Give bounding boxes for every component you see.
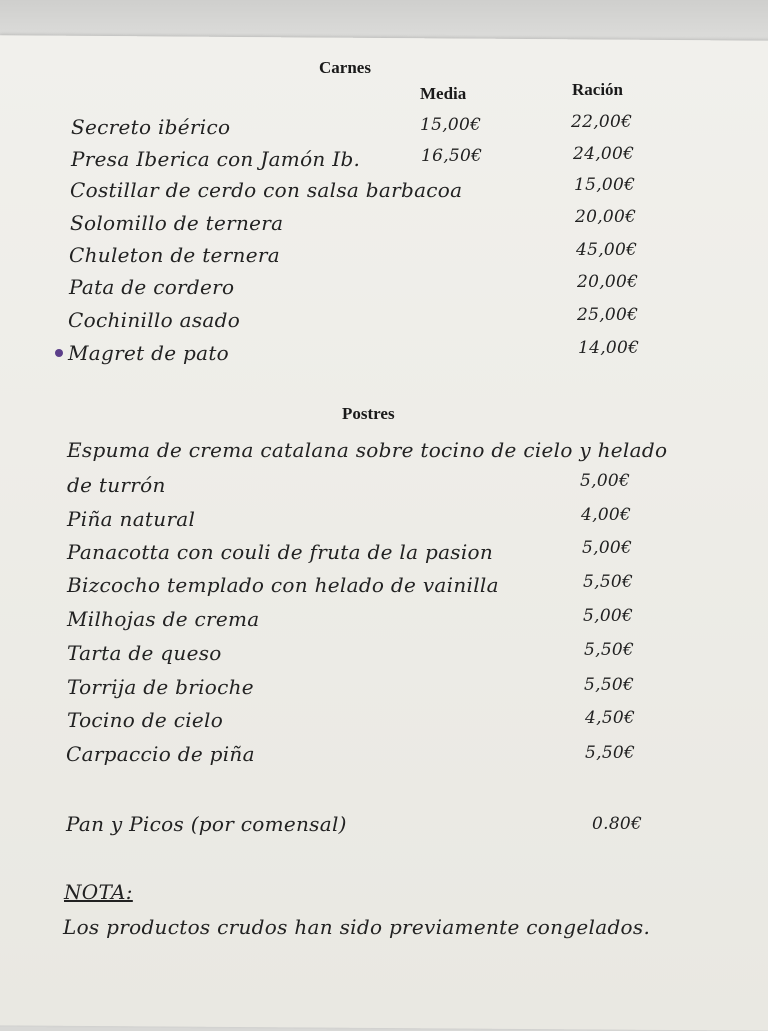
pan-y-picos-item: Pan y Picos (por comensal) (66, 812, 347, 836)
price: 5,00€ (583, 606, 634, 626)
price: 5,00€ (582, 538, 633, 558)
price: 5,50€ (584, 675, 635, 695)
list-item: Tarta de queso (67, 641, 222, 665)
list-item: Presa Iberica con Jamón Ib. (71, 147, 361, 171)
list-item: Carpaccio de piña (66, 742, 255, 766)
price-racion: 22,00€ (571, 112, 633, 132)
list-item: Solomillo de ternera (70, 211, 284, 235)
price-racion: 20,00€ (577, 272, 639, 292)
price-racion: 25,00€ (577, 305, 639, 325)
list-item: Espuma de crema catalana sobre tocino de cielo y helado (67, 438, 668, 462)
list-item: Costillar de cerdo con salsa barbacoa (70, 178, 463, 202)
price: 4,00€ (581, 505, 632, 525)
price-racion: 45,00€ (576, 240, 638, 260)
list-item: de turrón (67, 473, 166, 497)
list-item: Bizcocho templado con helado de vainilla (67, 573, 499, 597)
section-title-carnes: Carnes (319, 58, 371, 77)
price-media: 16,50€ (421, 146, 483, 166)
section-title-postres: Postres (342, 404, 395, 423)
list-item: Panacotta con couli de fruta de la pasion (67, 540, 494, 564)
column-header-media: Media (420, 84, 467, 103)
list-item: Cochinillo asado (68, 308, 241, 332)
price-racion: 24,00€ (573, 144, 635, 164)
column-header-racion: Ración (572, 80, 623, 99)
price-racion: 15,00€ (574, 175, 636, 195)
ink-dot (55, 349, 63, 357)
note-text: Los productos crudos han sido previamente congelados. (63, 915, 651, 939)
price-racion: 20,00€ (575, 207, 637, 227)
background-strip (0, 0, 768, 40)
list-item: Secreto ibérico (71, 115, 231, 139)
note-label: NOTA: (64, 880, 133, 904)
list-item: Piña natural (67, 507, 196, 531)
price: 5,50€ (585, 743, 636, 763)
list-item: Pata de cordero (69, 275, 235, 299)
price: 5,00€ (580, 471, 631, 491)
list-item: Chuleton de ternera (69, 243, 280, 267)
price: 5,50€ (584, 640, 635, 660)
list-item: Magret de pato (68, 341, 229, 365)
price: 5,50€ (583, 572, 634, 592)
list-item: Torrija de brioche (67, 675, 254, 699)
price-media: 15,00€ (420, 115, 482, 135)
pan-y-picos-price: 0.80€ (592, 814, 643, 834)
list-item: Tocino de cielo (67, 708, 224, 732)
price-racion: 14,00€ (578, 338, 640, 358)
price: 4,50€ (585, 708, 636, 728)
list-item: Milhojas de crema (67, 607, 260, 631)
